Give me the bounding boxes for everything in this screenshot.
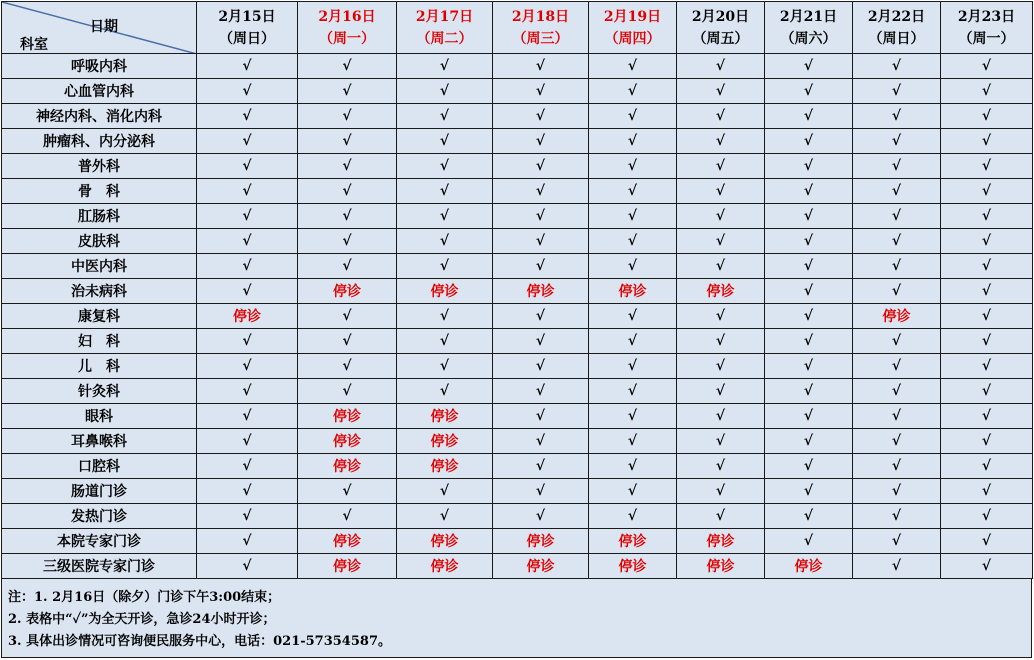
status-open: √ [397,54,493,79]
status-open: √ [493,254,589,279]
date-header [397,2,493,54]
weekday-label: （周四） [604,30,661,47]
status-open: √ [941,104,1033,129]
status-open: √ [493,304,589,329]
header-row [2,2,1033,54]
table-row [2,379,1033,404]
status-open: √ [853,479,941,504]
status-open: √ [397,354,493,379]
status-open: √ [493,404,589,429]
table-row [2,204,1033,229]
status-open: √ [765,104,853,129]
status-open: √ [677,404,765,429]
status-open: √ [397,79,493,104]
status-open: √ [197,279,298,304]
status-open: √ [853,429,941,454]
status-open: √ [941,154,1033,179]
date-label: 2月19日 [603,8,662,25]
table-row [2,254,1033,279]
status-open: √ [197,429,298,454]
dept-name: 口腔科 [2,454,197,479]
dept-name: 肠道门诊 [2,479,197,504]
notes-section [1,579,1032,658]
status-closed: 停诊 [397,554,493,579]
status-open: √ [298,379,397,404]
status-open: √ [853,379,941,404]
corner-date-label: 日期 [90,19,118,35]
status-open: √ [589,379,677,404]
status-open: √ [853,404,941,429]
status-open: √ [853,329,941,354]
status-open: √ [298,179,397,204]
status-open: √ [853,454,941,479]
table-row [2,229,1033,254]
corner-dept-label: 科室 [20,37,48,53]
status-open: √ [677,129,765,154]
status-open: √ [298,129,397,154]
status-open: √ [397,479,493,504]
date-label: 2月17日 [415,8,474,25]
status-closed: 停诊 [765,554,853,579]
date-label: 2月22日 [867,8,926,25]
table-row [2,454,1033,479]
status-open: √ [589,454,677,479]
table-row [2,279,1033,304]
status-open: √ [397,504,493,529]
status-open: √ [677,354,765,379]
status-open: √ [765,254,853,279]
status-open: √ [765,354,853,379]
status-open: √ [197,454,298,479]
status-open: √ [765,504,853,529]
status-open: √ [941,179,1033,204]
status-open: √ [298,79,397,104]
date-header [765,2,853,54]
date-header [677,2,765,54]
status-open: √ [853,554,941,579]
dept-name: 康复科 [2,304,197,329]
dept-name: 肿瘤科、内分泌科 [2,129,197,154]
status-open: √ [197,229,298,254]
weekday-label: （周五） [692,30,749,47]
corner-cell [2,2,197,54]
status-open: √ [493,154,589,179]
status-closed: 停诊 [397,454,493,479]
status-closed: 停诊 [397,279,493,304]
status-open: √ [677,379,765,404]
status-open: √ [765,454,853,479]
status-open: √ [677,204,765,229]
status-open: √ [677,104,765,129]
status-open: √ [677,254,765,279]
dept-name: 眼科 [2,404,197,429]
status-open: √ [197,54,298,79]
status-open: √ [941,404,1033,429]
status-closed: 停诊 [298,404,397,429]
status-open: √ [298,54,397,79]
status-open: √ [589,479,677,504]
status-open: √ [941,429,1033,454]
weekday-label: （周日） [868,30,925,47]
status-open: √ [941,479,1033,504]
date-label: 2月15日 [218,8,276,25]
status-open: √ [298,154,397,179]
status-open: √ [397,154,493,179]
status-open: √ [493,229,589,254]
status-open: √ [677,479,765,504]
status-open: √ [197,479,298,504]
status-open: √ [677,179,765,204]
status-open: √ [589,129,677,154]
status-closed: 停诊 [589,529,677,554]
dept-name: 发热门诊 [2,504,197,529]
status-open: √ [589,354,677,379]
table-row [2,129,1033,154]
status-open: √ [298,254,397,279]
date-label: 2月21日 [779,8,838,25]
table-row [2,179,1033,204]
dept-name: 治未病科 [2,279,197,304]
status-closed: 停诊 [197,304,298,329]
status-open: √ [493,429,589,454]
status-open: √ [397,254,493,279]
weekday-label: （周二） [416,30,473,47]
dept-name: 三级医院专家门诊 [2,554,197,579]
status-open: √ [493,204,589,229]
dept-name: 本院专家门诊 [2,529,197,554]
status-open: √ [493,479,589,504]
status-open: √ [765,54,853,79]
status-open: √ [298,479,397,504]
status-open: √ [298,104,397,129]
status-open: √ [765,154,853,179]
status-open: √ [941,379,1033,404]
status-open: √ [589,304,677,329]
status-open: √ [397,104,493,129]
status-open: √ [493,179,589,204]
status-closed: 停诊 [397,429,493,454]
status-open: √ [589,204,677,229]
status-open: √ [853,279,941,304]
date-header [589,2,677,54]
status-open: √ [765,179,853,204]
status-open: √ [941,279,1033,304]
status-open: √ [589,104,677,129]
table-row [2,104,1033,129]
date-header [493,2,589,54]
status-open: √ [853,54,941,79]
dept-name: 针灸科 [2,379,197,404]
status-open: √ [677,504,765,529]
status-open: √ [197,254,298,279]
status-closed: 停诊 [493,554,589,579]
dept-name: 神经内科、消化内科 [2,104,197,129]
status-open: √ [589,179,677,204]
status-open: √ [853,129,941,154]
status-open: √ [765,204,853,229]
status-closed: 停诊 [493,279,589,304]
status-open: √ [197,179,298,204]
date-label: 2月20日 [691,8,750,25]
status-open: √ [397,304,493,329]
status-open: √ [493,379,589,404]
status-closed: 停诊 [298,554,397,579]
status-open: √ [197,529,298,554]
status-open: √ [941,329,1033,354]
table-row [2,554,1033,579]
status-open: √ [765,379,853,404]
weekday-label: （周一） [319,30,375,47]
status-open: √ [298,229,397,254]
status-open: √ [493,454,589,479]
table-row [2,329,1033,354]
status-open: √ [298,354,397,379]
dept-name: 呼吸内科 [2,54,197,79]
status-open: √ [589,404,677,429]
status-open: √ [765,279,853,304]
status-closed: 停诊 [853,304,941,329]
table-row [2,354,1033,379]
status-closed: 停诊 [298,429,397,454]
status-open: √ [298,329,397,354]
dept-name: 中医内科 [2,254,197,279]
status-open: √ [397,379,493,404]
status-open: √ [493,129,589,154]
date-header [853,2,941,54]
status-closed: 停诊 [298,279,397,304]
status-open: √ [397,204,493,229]
status-open: √ [397,179,493,204]
date-header [941,2,1033,54]
status-open: √ [677,229,765,254]
status-open: √ [941,304,1033,329]
dept-name: 妇 科 [2,329,197,354]
status-open: √ [765,129,853,154]
weekday-label: （周一） [958,30,1015,47]
status-open: √ [493,104,589,129]
status-open: √ [197,104,298,129]
status-open: √ [197,379,298,404]
date-header [298,2,397,54]
status-open: √ [589,254,677,279]
status-open: √ [197,79,298,104]
table-row [2,404,1033,429]
status-closed: 停诊 [397,404,493,429]
table-row [2,504,1033,529]
status-open: √ [853,254,941,279]
status-open: √ [941,554,1033,579]
status-open: √ [197,129,298,154]
status-open: √ [589,329,677,354]
status-open: √ [765,304,853,329]
status-closed: 停诊 [589,279,677,304]
status-open: √ [853,154,941,179]
dept-name: 心血管内科 [2,79,197,104]
weekday-label: （周日） [219,30,275,47]
status-open: √ [493,79,589,104]
date-label: 2月16日 [318,8,376,25]
status-open: √ [493,329,589,354]
status-closed: 停诊 [397,529,493,554]
status-open: √ [765,479,853,504]
status-open: √ [765,529,853,554]
status-closed: 停诊 [298,454,397,479]
status-open: √ [941,54,1033,79]
status-open: √ [765,79,853,104]
status-open: √ [197,504,298,529]
status-open: √ [941,129,1033,154]
status-open: √ [589,504,677,529]
status-open: √ [298,204,397,229]
status-open: √ [197,204,298,229]
dept-name: 儿 科 [2,354,197,379]
status-closed: 停诊 [493,529,589,554]
status-open: √ [765,429,853,454]
status-open: √ [765,404,853,429]
status-open: √ [765,229,853,254]
status-open: √ [677,329,765,354]
status-open: √ [589,229,677,254]
status-open: √ [677,54,765,79]
status-open: √ [677,429,765,454]
dept-name: 普外科 [2,154,197,179]
status-open: √ [853,179,941,204]
status-open: √ [941,229,1033,254]
status-open: √ [197,154,298,179]
status-open: √ [677,79,765,104]
note-line-1: 注：1. 2月16日（除夕）门诊下午3:00结束； [8,590,281,605]
status-open: √ [941,354,1033,379]
status-open: √ [397,129,493,154]
status-open: √ [197,354,298,379]
status-open: √ [493,54,589,79]
status-open: √ [853,504,941,529]
table-row [2,529,1033,554]
table-row [2,54,1033,79]
status-open: √ [941,204,1033,229]
status-open: √ [197,404,298,429]
status-open: √ [197,554,298,579]
table-row [2,304,1033,329]
status-open: √ [589,79,677,104]
status-open: √ [197,329,298,354]
weekday-label: （周六） [780,30,837,47]
dept-name: 皮肤科 [2,229,197,254]
status-open: √ [397,329,493,354]
status-open: √ [493,504,589,529]
status-closed: 停诊 [677,279,765,304]
status-open: √ [853,354,941,379]
weekday-label: （周三） [512,30,569,47]
status-open: √ [677,304,765,329]
table-row [2,479,1033,504]
status-open: √ [941,79,1033,104]
table-row [2,429,1033,454]
status-open: √ [941,454,1033,479]
status-open: √ [493,354,589,379]
status-open: √ [941,529,1033,554]
status-open: √ [677,154,765,179]
status-open: √ [298,504,397,529]
status-open: √ [941,504,1033,529]
dept-name: 耳鼻喉科 [2,429,197,454]
table-row [2,79,1033,104]
status-open: √ [765,329,853,354]
status-closed: 停诊 [589,554,677,579]
status-open: √ [298,304,397,329]
status-closed: 停诊 [298,529,397,554]
status-open: √ [853,229,941,254]
status-open: √ [853,529,941,554]
status-open: √ [589,154,677,179]
date-header [197,2,298,54]
note-line-3: 3. 具体出诊情况可咨询便民服务中心，电话：021-57354587。 [8,634,391,649]
status-open: √ [853,79,941,104]
date-label: 2月23日 [957,8,1016,25]
date-label: 2月18日 [511,8,570,25]
status-open: √ [589,54,677,79]
table-row [2,154,1033,179]
status-closed: 停诊 [677,529,765,554]
dept-name: 肛肠科 [2,204,197,229]
note-line-2: 2. 表格中“✓”为全天开诊，急诊24小时开诊； [8,612,276,627]
status-open: √ [853,204,941,229]
schedule-body [2,54,1033,579]
status-open: √ [853,104,941,129]
status-closed: 停诊 [677,554,765,579]
dept-name: 骨 科 [2,179,197,204]
status-open: √ [397,229,493,254]
status-open: √ [677,454,765,479]
status-open: √ [589,429,677,454]
schedule-sheet [1,1,1032,658]
schedule-table [1,1,1033,579]
status-open: √ [941,254,1033,279]
